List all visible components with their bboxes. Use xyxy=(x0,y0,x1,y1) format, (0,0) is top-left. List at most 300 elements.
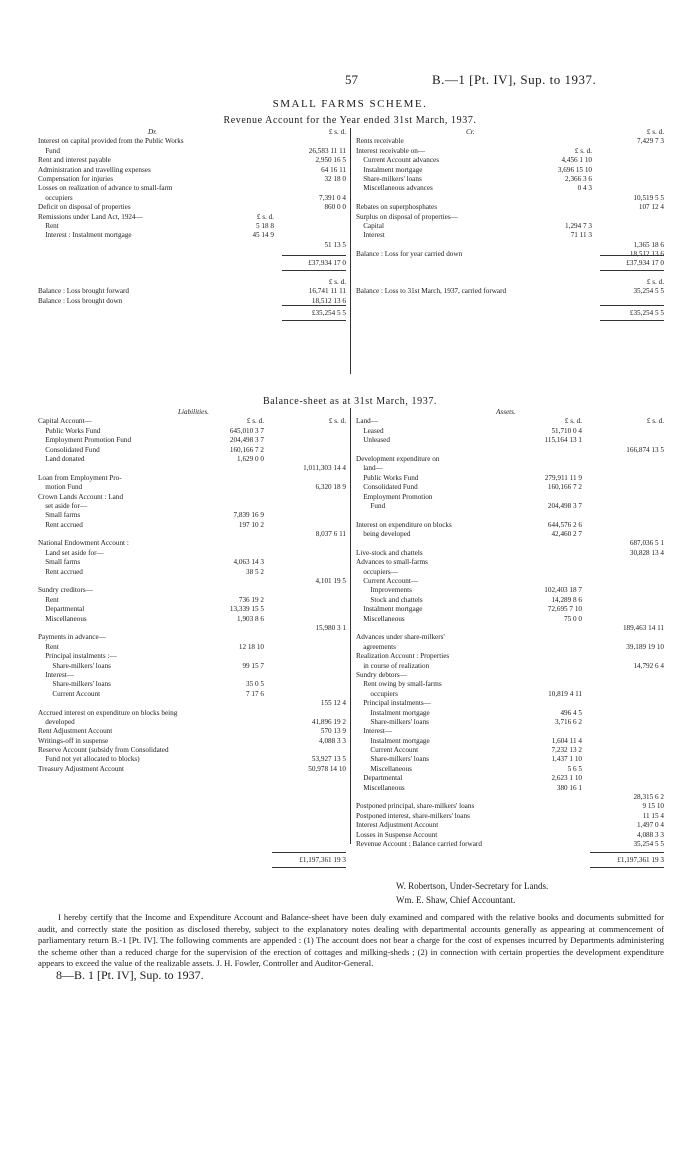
amount: 1,365 18 6 xyxy=(633,240,664,249)
liability-line xyxy=(38,699,346,708)
line-label: Payments in advance— xyxy=(38,633,106,642)
amount: 860 0 0 xyxy=(324,203,346,212)
amount: 4,101 19 5 xyxy=(315,577,346,586)
amount: £ s. d. xyxy=(328,417,346,426)
line-label: motion Fund xyxy=(45,483,83,492)
asset-line xyxy=(356,652,664,661)
line-label: Postponed principal, share-milkers' loans xyxy=(356,802,475,811)
page-number: 57 xyxy=(345,72,358,87)
line-label: occupiers xyxy=(45,193,73,202)
line-label: Share-milkers' loans xyxy=(52,680,111,689)
dr-label: Dr. xyxy=(148,128,157,136)
asset-line xyxy=(356,549,664,558)
revenue-dr-line xyxy=(38,166,346,175)
amount: 2,950 16 5 xyxy=(315,156,346,165)
line-label: Interest xyxy=(363,231,385,240)
amount: £ s. d. xyxy=(646,417,664,426)
line-label: Development expenditure on xyxy=(356,454,440,463)
line-label: Reserve Account (subsidy from Consolidated xyxy=(38,746,169,755)
line-label: Loan from Employment Pro- xyxy=(38,473,122,482)
page-footer: 8—B. 1 [Pt. IV], Sup. to 1937. xyxy=(56,968,204,982)
sub-amount: 7,839 16 9 xyxy=(233,511,264,520)
revenue-dr-line xyxy=(38,184,346,193)
balance-cr-total: £35,254 5 5 xyxy=(629,309,664,317)
amount: 6,320 18 9 xyxy=(315,483,346,492)
liability-line xyxy=(38,474,346,483)
asset-line xyxy=(356,718,664,727)
line-label: Consolidated Fund xyxy=(45,445,100,454)
line-label: Balance : Loss brought forward xyxy=(38,287,130,296)
asset-line xyxy=(356,624,664,633)
asset-line xyxy=(356,483,664,492)
sub-amount: 1,294 7 3 xyxy=(565,221,592,230)
sub-amount: 4,063 14 3 xyxy=(233,558,264,567)
line-label: Interest— xyxy=(45,670,74,679)
sub-amount: 71 11 3 xyxy=(570,231,592,240)
asset-line xyxy=(356,765,664,774)
line-label: occupiers— xyxy=(363,567,398,576)
line-label: Miscellaneous advances xyxy=(363,184,433,193)
assets-side xyxy=(356,408,664,849)
sub-amount: 45 14 9 xyxy=(252,231,274,240)
line-label: Miscellaneous xyxy=(370,764,412,773)
line-label: Instalment mortgage xyxy=(363,605,423,614)
asset-line xyxy=(356,436,664,445)
balance-dr-line xyxy=(38,287,346,296)
sub-amount: 204,498 3 7 xyxy=(547,501,582,510)
sub-amount: 160,166 7 2 xyxy=(547,483,582,492)
line-label: Interest on capital provided from the Public Works xyxy=(38,137,184,146)
liability-line xyxy=(38,718,346,727)
sub-amount: £ s. d. xyxy=(246,417,264,426)
sub-amount: £ s. d. xyxy=(564,417,582,426)
line-label: developed xyxy=(45,717,75,726)
sub-amount: 7,232 13 2 xyxy=(551,746,582,755)
sub-amount: 1,903 8 6 xyxy=(237,614,264,623)
line-label: Rent and interest payable xyxy=(38,156,111,165)
revenue-dr-line xyxy=(38,194,346,203)
line-label: Leased xyxy=(363,426,384,435)
line-label: Realization Account : Properties xyxy=(356,652,450,661)
line-label: Instalment mortgage xyxy=(370,736,430,745)
line-label: Treasury Adjustment Account xyxy=(38,764,124,773)
asset-line xyxy=(356,530,664,539)
line-label: Consolidated Fund xyxy=(363,483,418,492)
amount: 189,463 14 11 xyxy=(622,623,664,632)
amount: 64 16 11 xyxy=(321,165,346,174)
liability-line xyxy=(38,436,346,445)
amount: 15,980 3 1 xyxy=(315,623,346,632)
amount: 155 12 4 xyxy=(320,699,346,708)
liability-line xyxy=(38,483,346,492)
line-label: Rent Adjustment Account xyxy=(38,727,113,736)
asset-line xyxy=(356,615,664,624)
line-label: Current Account— xyxy=(363,577,419,586)
line-label: Departmental xyxy=(363,774,403,783)
asset-line xyxy=(356,568,664,577)
line-label: Principal instalments :— xyxy=(45,652,117,661)
asset-line xyxy=(356,474,664,483)
amount: 18,512 13 6 xyxy=(311,296,346,305)
asset-line xyxy=(356,737,664,746)
asset-line xyxy=(356,427,664,436)
line-label: Balance : Loss for year carried down xyxy=(356,250,463,259)
amount: 687,036 5 1 xyxy=(629,539,664,548)
line-label: Interest on expenditure on blocks xyxy=(356,520,452,529)
asset-line xyxy=(356,699,664,708)
signature-under-secretary: W. Robertson, Under-Secretary for Lands. xyxy=(396,881,549,891)
line-label: Sundry debtors— xyxy=(356,670,407,679)
revenue-cr-line xyxy=(356,213,664,222)
line-label: Crown Lands Account : Land xyxy=(38,492,124,501)
sub-amount: 12 18 10 xyxy=(238,642,264,651)
asset-line xyxy=(356,755,664,764)
liability-line xyxy=(38,568,346,577)
liability-line xyxy=(38,615,346,624)
line-label: Compensation for injuries xyxy=(38,174,114,183)
line-label: Rent accrued xyxy=(45,567,83,576)
cr-unit: £ s. d. xyxy=(646,128,664,136)
amount: 32 18 0 xyxy=(324,174,346,183)
line-label: Advances under share-milkers' xyxy=(356,633,445,642)
asset-line xyxy=(356,446,664,455)
page-header xyxy=(0,72,700,88)
revenue-dr-line xyxy=(38,241,346,250)
sub-amount: 380 16 1 xyxy=(556,783,582,792)
line-label: in course of realization xyxy=(363,661,430,670)
amount: 35,254 5 5 xyxy=(633,839,664,848)
revenue-cr-total: £37,934 17 0 xyxy=(626,259,664,267)
line-label: Interest receivable on— xyxy=(356,146,426,155)
amount: 4,088 3 3 xyxy=(637,830,664,839)
amount: 107 12 4 xyxy=(638,203,664,212)
line-label: Interest— xyxy=(363,727,392,736)
asset-line xyxy=(356,821,664,830)
sub-amount: 160,166 7 2 xyxy=(229,445,264,454)
asset-line xyxy=(356,605,664,614)
asset-line xyxy=(356,831,664,840)
liability-line xyxy=(38,586,346,595)
scheme-title: SMALL FARMS SCHEME. xyxy=(272,98,428,110)
liability-line xyxy=(38,539,346,548)
assets-label: Assets. xyxy=(496,408,516,416)
asset-line xyxy=(356,643,664,652)
revenue-cr-line xyxy=(356,175,664,184)
dr-unit: £ s. d. xyxy=(328,128,346,136)
liabilities-total: £1,197,361 19 3 xyxy=(299,856,346,864)
line-label: Miscellaneous xyxy=(45,614,87,623)
liability-line xyxy=(38,746,346,755)
asset-line xyxy=(356,539,664,548)
amount: 41,896 19 2 xyxy=(311,717,346,726)
line-label: Improvements xyxy=(370,586,412,595)
sub-amount: 1,604 11 4 xyxy=(551,736,582,745)
asset-line xyxy=(356,802,664,811)
balance-sheet-title: Balance-sheet as at 31st March, 1937. xyxy=(262,396,438,407)
asset-line xyxy=(356,586,664,595)
asset-line xyxy=(356,577,664,586)
line-label: Land donated xyxy=(45,454,85,463)
liability-line xyxy=(38,464,346,473)
asset-line xyxy=(356,417,664,426)
sub-amount: 35 0 5 xyxy=(246,680,264,689)
line-label: Administration and travelling expenses xyxy=(38,165,151,174)
cr-label: Cr. xyxy=(466,128,475,136)
line-label: Current Account xyxy=(52,689,101,698)
asset-line xyxy=(356,690,664,699)
asset-line xyxy=(356,455,664,464)
sub-amount: 38 5 2 xyxy=(246,567,264,576)
line-label: Principal instalments— xyxy=(363,699,431,708)
amount: 10,519 5 5 xyxy=(633,193,664,202)
revenue-cr-line xyxy=(356,203,664,212)
line-label: set aside for— xyxy=(45,501,88,510)
sub-amount: 75 0 0 xyxy=(564,614,582,623)
line-label: Balance : Loss brought down xyxy=(38,296,123,305)
amount: 51 13 5 xyxy=(324,240,346,249)
liabilities-label: Liabilities. xyxy=(178,408,209,416)
amount: 50,978 14 10 xyxy=(308,764,346,773)
amount: 28,315 6 2 xyxy=(633,793,664,802)
sub-amount: £ s. d. xyxy=(574,146,592,155)
line-label: Unleased xyxy=(363,436,390,445)
sub-amount: 5 18 8 xyxy=(256,221,274,230)
revenue-cr-line xyxy=(356,166,664,175)
line-label: Rent xyxy=(45,221,59,230)
liability-line xyxy=(38,427,346,436)
liability-line xyxy=(38,643,346,652)
line-label: Capital Account— xyxy=(38,417,92,426)
revenue-dr-total: £37,934 17 0 xyxy=(308,259,346,267)
line-label: Employment Promotion xyxy=(363,492,433,501)
amount: 30,828 13 4 xyxy=(629,548,664,557)
asset-line xyxy=(356,727,664,736)
amount: 8,037 6 11 xyxy=(315,530,346,539)
asset-line xyxy=(356,709,664,718)
revenue-dr-line xyxy=(38,175,346,184)
line-label: Share-milkers' loans xyxy=(52,661,111,670)
line-label: Rent owing by small-farms xyxy=(363,680,442,689)
liability-line xyxy=(38,727,346,736)
sub-amount: 279,911 11 9 xyxy=(544,473,582,482)
revenue-dr-line xyxy=(38,156,346,165)
liability-line xyxy=(38,511,346,520)
line-label: Rents receivable xyxy=(356,137,404,146)
revenue-cr-line xyxy=(356,194,664,203)
line-label: Accrued interest on expenditure on blocks being xyxy=(38,708,178,717)
amount: 39,189 19 10 xyxy=(626,642,664,651)
asset-line xyxy=(356,633,664,642)
sub-amount: 197 10 2 xyxy=(238,520,264,529)
revenue-cr-line xyxy=(356,137,664,146)
revenue-cr-line xyxy=(356,222,664,231)
sub-amount: 0 4 3 xyxy=(577,184,592,193)
asset-line xyxy=(356,521,664,530)
line-label: Employment Promotion Fund xyxy=(45,436,132,445)
liability-line xyxy=(38,577,346,586)
sub-amount: 1,629 0 0 xyxy=(237,454,264,463)
revenue-cr-line xyxy=(356,241,664,250)
line-label: Stock and chattels xyxy=(370,595,423,604)
sub-amount: 4,456 1 10 xyxy=(561,156,592,165)
sub-amount: 736 19 2 xyxy=(238,595,264,604)
sub-amount: 3,696 15 10 xyxy=(557,165,592,174)
asset-line xyxy=(356,840,664,849)
liability-line xyxy=(38,549,346,558)
line-label: Share-milkers' loans xyxy=(370,717,429,726)
line-label: Fund xyxy=(370,501,386,510)
line-label: Interest : Instalment mortgage xyxy=(45,231,132,240)
revenue-dr-side xyxy=(38,128,346,250)
liability-line xyxy=(38,765,346,774)
sub-amount: 14,289 8 6 xyxy=(551,595,582,604)
liability-line xyxy=(38,624,346,633)
revenue-dr-line xyxy=(38,203,346,212)
sub-amount: 2,623 1 10 xyxy=(551,774,582,783)
liability-line xyxy=(38,530,346,539)
line-label: Small farms xyxy=(45,511,81,520)
revenue-dr-line xyxy=(38,147,346,156)
revenue-dr-line xyxy=(38,222,346,231)
amount: 11 15 4 xyxy=(642,811,664,820)
amount: 570 13 9 xyxy=(320,727,346,736)
balance-cr-amount: 35,254 5 5 xyxy=(633,287,664,296)
liability-line xyxy=(38,652,346,661)
amount: 9 15 10 xyxy=(642,802,664,811)
line-label: Losses in Suspense Account xyxy=(356,830,438,839)
asset-line xyxy=(356,746,664,755)
sub-amount: 5 6 5 xyxy=(567,764,582,773)
sub-amount: £ s. d. xyxy=(256,212,274,221)
liability-line xyxy=(38,455,346,464)
liability-line xyxy=(38,446,346,455)
line-label: land— xyxy=(363,464,383,473)
line-label: Postponed interest, share-milkers' loans xyxy=(356,811,470,820)
amount: 16,741 11 11 xyxy=(308,287,346,296)
line-label: Current Account xyxy=(370,746,419,755)
asset-line xyxy=(356,680,664,689)
asset-line xyxy=(356,774,664,783)
asset-line xyxy=(356,671,664,680)
amount: 166,874 13 5 xyxy=(626,445,664,454)
amount: 7,429 7 3 xyxy=(637,137,664,146)
liabilities-side xyxy=(38,408,346,774)
liability-line xyxy=(38,690,346,699)
sub-amount: 115,164 13 1 xyxy=(544,436,582,445)
sub-amount: 645,010 3 7 xyxy=(229,426,264,435)
line-label: Rent xyxy=(45,595,59,604)
line-label: Revenue Account : Balance carried forward xyxy=(356,839,482,848)
liability-line xyxy=(38,709,346,718)
revenue-title: Revenue Account for the Year ended 31st March, 1937. xyxy=(223,115,477,126)
asset-line xyxy=(356,793,664,802)
asset-line xyxy=(356,596,664,605)
line-label: Land— xyxy=(356,417,378,426)
line-label: Miscellaneous xyxy=(363,614,405,623)
sub-amount: 99 15 7 xyxy=(242,661,264,670)
amount: 18,512 13 6 xyxy=(629,250,664,259)
sub-amount: 51,710 0 4 xyxy=(551,426,582,435)
line-label: Rent xyxy=(45,642,59,651)
audit-certificate: I hereby certify that the Income and Expenditure Account and Balance-sheet have been duly examined and compared with the relative books and documents submitted for audit, and correctly state the position as disclosed thereby, subject to the explanatory notes dealing with departmental accounts generally as appearing at commencement of parliamentary return B.-1 [Pt. IV]. The following comments are appended : (1) The account does not bear a charge for the cost of expenses incurred by Departments administering the scheme other than a reduced charge for the supervision of the erection of cottages and milking-sheds ; (2) in connection with certain properties the development expenditure appears to exceed the value of the realizable assets. J. H. Fowler, Controller and Auditor-General. xyxy=(38,912,664,969)
sub-amount: 13,339 15 5 xyxy=(229,605,264,614)
sub-amount: 10,819 4 11 xyxy=(548,689,582,698)
line-label: Instalment mortgage xyxy=(370,708,430,717)
revenue-cr-line xyxy=(356,184,664,193)
revenue-balance-dr: £ s. d. Balance : Loss brought forward 16,741 11 11 Balance : Loss brought down 18,512 13 6 xyxy=(38,278,346,305)
balance-sheet-divider xyxy=(350,408,351,844)
line-label: Advances to small-farms xyxy=(356,558,428,567)
liability-line xyxy=(38,680,346,689)
line-label: Sundry creditors— xyxy=(38,586,93,595)
assets-total: £1,197,361 19 3 xyxy=(617,856,664,864)
line-label: Share-milkers' loans xyxy=(370,755,429,764)
asset-line xyxy=(356,464,664,473)
line-label: Departmental xyxy=(45,605,85,614)
sub-amount: 2,366 3 6 xyxy=(565,174,592,183)
asset-line xyxy=(356,511,664,520)
revenue-balance-cr: £ s. d. Balance : Loss to 31st March, 1937, carried forward 35,254 5 5 xyxy=(356,278,664,296)
line-label: Public Works Fund xyxy=(45,426,101,435)
line-label: Live-stock and chattels xyxy=(356,548,423,557)
sub-amount: 3,716 6 2 xyxy=(555,717,582,726)
line-label: Miscellaneous xyxy=(363,783,405,792)
sub-amount: 42,460 2 7 xyxy=(551,530,582,539)
line-label: Current Account advances xyxy=(363,156,440,165)
amount: 4,088 3 3 xyxy=(319,736,346,745)
liability-line xyxy=(38,502,346,511)
liability-line xyxy=(38,662,346,671)
line-label: Losses on realization of advance to small-farm xyxy=(38,184,173,193)
amount: 53,927 13 5 xyxy=(311,755,346,764)
liability-line xyxy=(38,671,346,680)
amount: 26,583 11 11 xyxy=(308,146,346,155)
liability-line xyxy=(38,737,346,746)
liability-line xyxy=(38,493,346,502)
page-reference: B.—1 [Pt. IV], Sup. to 1937. xyxy=(432,72,597,87)
line-label: Remissions under Land Act, 1924— xyxy=(38,212,143,221)
liability-line xyxy=(38,417,346,426)
sub-amount: 644,576 2 6 xyxy=(547,520,582,529)
line-label: agreements xyxy=(363,642,396,651)
liability-line xyxy=(38,605,346,614)
revenue-cr-line xyxy=(356,231,664,240)
line-label: Deficit on disposal of properties xyxy=(38,203,131,212)
liability-line xyxy=(38,521,346,530)
line-label: Instalment mortgage xyxy=(363,165,423,174)
amount: 14,792 6 4 xyxy=(633,661,664,670)
revenue-divider xyxy=(350,128,351,374)
sub-amount: 204,498 3 7 xyxy=(229,436,264,445)
sub-amount: 496 4 5 xyxy=(560,708,582,717)
revenue-cr-side xyxy=(356,128,664,259)
line-label: Capital xyxy=(363,221,384,230)
asset-line xyxy=(356,784,664,793)
revenue-dr-line xyxy=(38,137,346,146)
line-label: being developed xyxy=(363,530,411,539)
line-label: National Endowment Account : xyxy=(38,539,129,548)
revenue-dr-line xyxy=(38,231,346,240)
line-label: Rent accrued xyxy=(45,520,83,529)
line-label: Public Works Fund xyxy=(363,473,419,482)
balance-dr-total: £35,254 5 5 xyxy=(311,309,346,317)
line-label: Surplus on disposal of properties— xyxy=(356,212,458,221)
revenue-cr-line xyxy=(356,156,664,165)
sub-amount: 102,403 18 7 xyxy=(544,586,582,595)
liability-line xyxy=(38,633,346,642)
line-label: occupiers xyxy=(370,689,398,698)
signature-chief-accountant: Wm. E. Shaw, Chief Accountant. xyxy=(396,895,516,905)
